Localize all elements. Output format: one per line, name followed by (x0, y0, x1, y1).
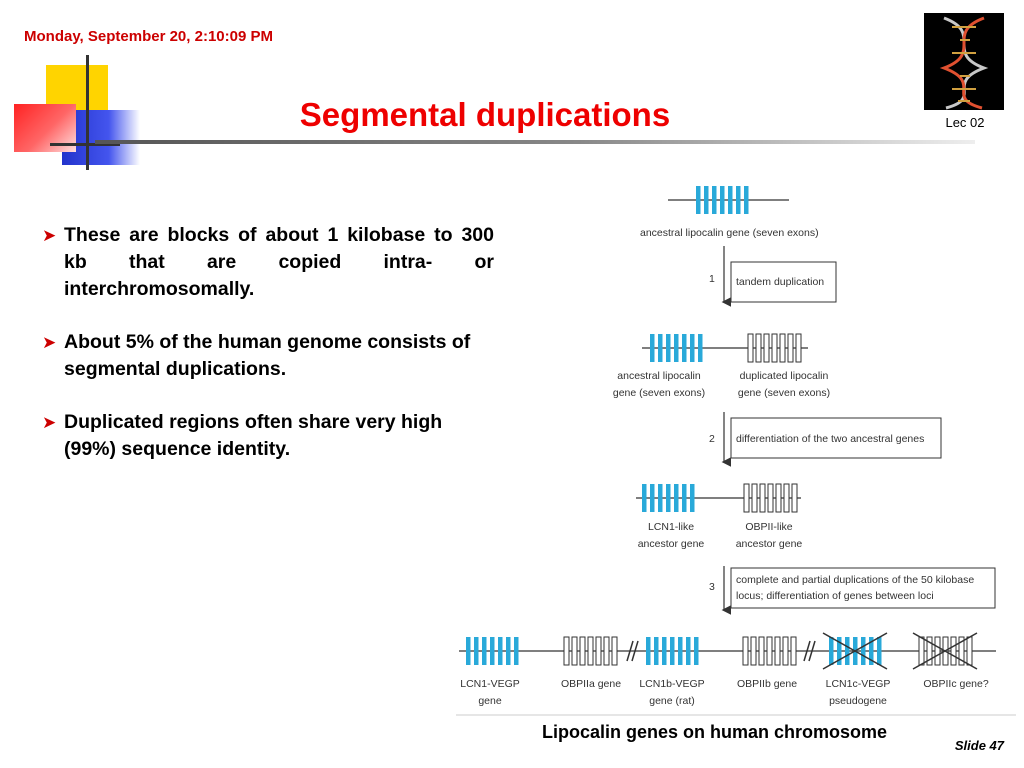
exon (752, 484, 757, 512)
exon (674, 484, 679, 512)
row2-label-line2: gene (seven exons) (737, 387, 831, 399)
dna-helix-image (924, 13, 1004, 110)
step2-label: differentiation of the two ancestral genes (736, 433, 925, 445)
exon (474, 637, 479, 665)
exon (670, 637, 675, 665)
exon (666, 334, 671, 362)
obpii-like-gene-glyph (744, 484, 797, 512)
exon (658, 334, 663, 362)
exon (642, 484, 647, 512)
bullet-text: These are blocks of about 1 kilobase to 300 kb that are copied intra- or interchromosomally. (64, 224, 494, 300)
title-underline (95, 140, 975, 144)
exon (829, 637, 834, 665)
exon (767, 637, 772, 665)
exon (768, 484, 773, 512)
exon (612, 637, 617, 665)
exon (596, 637, 601, 665)
exon (744, 484, 749, 512)
exon (690, 334, 695, 362)
exon (760, 484, 765, 512)
exon (604, 637, 609, 665)
exon (764, 334, 769, 362)
exon (751, 637, 756, 665)
row4-label-line1: LCN1b-VEGP (639, 678, 705, 690)
exon (682, 484, 687, 512)
slide-title: Segmental duplications (299, 96, 671, 133)
exon (784, 484, 789, 512)
exon (951, 637, 956, 665)
exon (845, 637, 850, 665)
exon (564, 637, 569, 665)
bullet-item (42, 222, 494, 303)
exon (935, 637, 940, 665)
step1-label: tandem duplication (736, 276, 825, 288)
step1-number: 1 (709, 273, 715, 285)
lipocalin-duplication-diagram (456, 168, 1016, 718)
bullet-item (42, 409, 484, 463)
decor-vertical-line (86, 55, 89, 170)
exon (780, 334, 785, 362)
slide-date: Monday, September 20, 2:10:09 PM (24, 28, 273, 45)
row4-label-line2: pseudogene (829, 695, 887, 707)
exon (588, 637, 593, 665)
exon (646, 637, 651, 665)
exon (967, 637, 972, 665)
exon (650, 334, 655, 362)
exon (666, 484, 671, 512)
exon (796, 334, 801, 362)
exon (788, 334, 793, 362)
exon (736, 186, 741, 214)
row4-label-line2: gene (478, 695, 502, 707)
row3-label-line1: OBPII-like (745, 521, 793, 533)
row3-label-line1: LCN1-like (647, 521, 695, 533)
exon (650, 484, 655, 512)
ancestral-gene-label: ancestral lipocalin gene (seven exons) (640, 227, 819, 239)
figure-caption: Lipocalin genes on human chromosome (542, 722, 888, 742)
exon (772, 334, 777, 362)
exon (919, 637, 924, 665)
exon (776, 484, 781, 512)
row2-label-line1: ancestral lipocalin (617, 370, 701, 382)
exon (506, 637, 511, 665)
row2-label-line1: duplicated lipocalin (739, 370, 829, 382)
arrow-bullet-icon: ➤ (42, 226, 57, 245)
exon (743, 637, 748, 665)
exon (654, 637, 659, 665)
obpiia-gene-glyph (564, 637, 617, 665)
row4-label-line2: gene (rat) (649, 695, 695, 707)
bullet-list (42, 222, 494, 489)
exon (694, 637, 699, 665)
exon (572, 637, 577, 665)
exon (877, 637, 882, 665)
row4-label-line1: OBPIIb gene (736, 678, 798, 690)
exon (704, 186, 709, 214)
exon (720, 186, 725, 214)
exon (792, 484, 797, 512)
arrow-bullet-icon: ➤ (42, 413, 57, 432)
row3-label-line2: ancestor gene (637, 538, 705, 550)
exon (744, 186, 749, 214)
row4-label-line1: LCN1c-VEGP (825, 678, 891, 690)
slide-number: Slide 47 (954, 738, 1004, 753)
exon (748, 334, 753, 362)
arrow-bullet-icon: ➤ (42, 333, 57, 352)
exon (678, 637, 683, 665)
exon (756, 334, 761, 362)
exon (498, 637, 503, 665)
exon (658, 484, 663, 512)
exon (690, 484, 695, 512)
row4-label-line1: OBPIIa gene (560, 678, 622, 690)
lecture-label: Lec 02 (945, 115, 985, 130)
bullet-item (42, 329, 484, 383)
step3-label-line2: locus; differentiation of genes between loci (736, 590, 934, 602)
row4-label-line1: OBPIIc gene? (923, 678, 989, 690)
bullet-text: About 5% of the human genome consists of segmental duplications. (64, 331, 471, 380)
exon (783, 637, 788, 665)
exon (466, 637, 471, 665)
exon (728, 186, 733, 214)
duplicated-gene-glyph (748, 334, 801, 362)
step2-number: 2 (709, 433, 715, 445)
exon (686, 637, 691, 665)
obpiib-gene-glyph (743, 637, 796, 665)
row4-label-line1: LCN1-VEGP (460, 678, 520, 690)
exon (775, 637, 780, 665)
exon (674, 334, 679, 362)
exon (791, 637, 796, 665)
exon (861, 637, 866, 665)
exon (712, 186, 717, 214)
row2-label-line2: gene (seven exons) (612, 387, 706, 399)
exon (759, 637, 764, 665)
exon (490, 637, 495, 665)
bullet-text: Duplicated regions often share very high (99%) sequence identity. (64, 411, 443, 460)
exon (698, 334, 703, 362)
exon (662, 637, 667, 665)
exon (580, 637, 585, 665)
exon (514, 637, 519, 665)
exon (482, 637, 487, 665)
step3-label-line1: complete and partial duplications of the 50 kilobase (736, 574, 975, 586)
exon (696, 186, 701, 214)
exon (682, 334, 687, 362)
row3-label-line2: ancestor gene (735, 538, 803, 550)
step3-number: 3 (709, 581, 715, 593)
